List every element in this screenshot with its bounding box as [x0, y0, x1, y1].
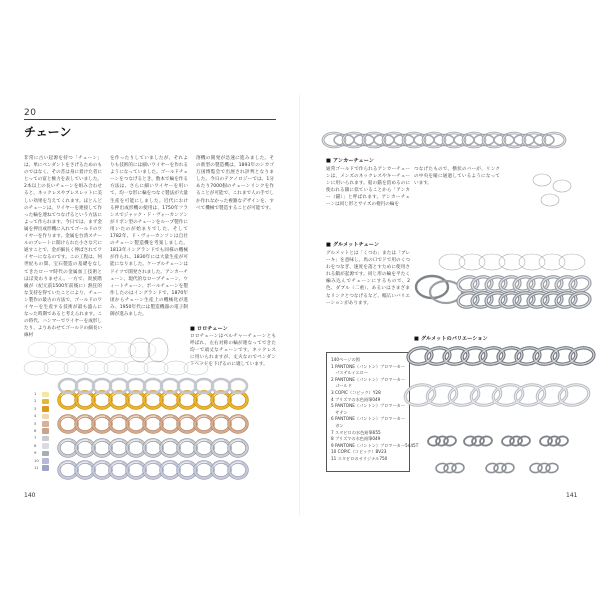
- swatch-number: 10: [34, 457, 39, 463]
- rolo-heading: ■ ロロチェーン: [190, 326, 228, 332]
- rolo-sketch-link: [184, 361, 208, 375]
- rolo-text: ロロチェーンはベルチャーチェーンとも呼ばれ、左右対称の輪が連なってできた均一で頑丈なチェーンです。ネックレスに用いられますが、丈夫なのでペンダントヘッドを下げるのに適しています。: [190, 334, 276, 368]
- gourmette-variation-illustration: [300, 0, 600, 600]
- variation-heading: ■ グルメットのバリエーション: [414, 336, 488, 342]
- heading-mark-icon: ■: [414, 336, 419, 342]
- swatch-number: 3: [34, 405, 37, 411]
- swatch-number: 7: [34, 435, 37, 441]
- swatch-row: [34, 465, 54, 472]
- legend-line: ゴールド: [331, 383, 352, 389]
- anchor-heading: ■ アンカーチェーン: [326, 158, 374, 164]
- gourmette-heading: ■ グルメットチェーン: [326, 242, 380, 248]
- page-number-left: 140: [24, 492, 36, 499]
- swatch-number: 2: [34, 398, 37, 404]
- swatch-color: [42, 436, 49, 442]
- swatch-number: 8: [34, 442, 37, 448]
- swatch-row: [34, 413, 54, 420]
- swatch-number: 6: [34, 427, 37, 433]
- rolo-colored-rows: [59, 379, 247, 478]
- swatch-row: [34, 421, 54, 428]
- swatch-color: [42, 421, 49, 427]
- swatch-color: [42, 399, 49, 405]
- swatch-row: [34, 391, 54, 398]
- swatch-color: [42, 406, 49, 412]
- rolo-sketch-link: [84, 361, 108, 375]
- legend-line: 10 COPIC（コピック）BV23: [331, 449, 387, 455]
- swatch-color: [42, 458, 49, 464]
- legend-line: 2 PANTONE（パントン）プロマーカー: [331, 376, 406, 382]
- swatch-color: [42, 392, 49, 398]
- swatch-row: [34, 450, 54, 457]
- rolo-sketch-link: [148, 338, 168, 362]
- swatch-color: [42, 443, 49, 449]
- rolo-sketch-link: [64, 361, 88, 375]
- swatch-color: [42, 428, 49, 434]
- swatch-row: [34, 443, 54, 450]
- rolo-sketch-link: [44, 361, 68, 375]
- rolo-sketch-link: [144, 361, 168, 375]
- rolo-sketch-link: [164, 361, 188, 375]
- legend-line: 11 スタビロのオリジナル750: [331, 455, 388, 461]
- legend-line: 140ページの図: [331, 357, 360, 362]
- gourmette-text: グルメットとは「くつわ」または「ブレーキ」を意味し、馬の口でドで用のくつわをつなぎ、速度を落とすために使用される鎖が起源です。同じ形の輪を平たく編み込んでチェーンにするもので、2色、ダブル（二重）、あるいはさまざまなリンクとつなげるなど、幅広いバリエーションがあります。: [326, 251, 410, 306]
- anchor-side-text: つなげたもので、横状のバーが、リンクの中央を縦に通過しているようになっています。: [414, 167, 500, 187]
- legend-line: パステルイエロー: [331, 370, 369, 376]
- swatch-color: [42, 451, 49, 457]
- legend-line: 3 COPIC（コピック）Y28: [331, 389, 381, 395]
- right-page: [300, 0, 600, 600]
- swatch-row: [34, 435, 54, 442]
- heading-mark-icon: ■: [326, 158, 331, 164]
- rolo-sketch-link: [130, 338, 150, 362]
- heading-mark-icon: ■: [326, 242, 331, 248]
- swatch-number: 1: [34, 391, 37, 396]
- swatch-color: [42, 414, 49, 420]
- color-swatch-column: [34, 391, 54, 472]
- page-number-right: 141: [566, 492, 578, 499]
- swatch-number: 9: [34, 450, 37, 456]
- legend-line: 7 スタビロの水色鉛筆655: [331, 429, 381, 435]
- body-text-1: 非常に古い起源を持つ「チェーン」は、単にペンダントをさげるためのものではなく、その昔は身に着けた者にとっての富と権力を表していました。2本以上の長いチェーンを組み合わせると、ネックレスやブレスレットに美しい効果を与えてくれます。ほとんどのチェーンは、ワイヤーを連接して作った輪を連ねてつなげるという方法によって作られます。今日では、まず金属を押出成形機に入れてゴールドのワイヤーを作ります。金属を台湾スチールのプレートに開けられた小さな穴に通すことで、金が細長く伸ばされてワイヤーになるのです。この工程は、何世紀もの間、宝石製造の基礎をなしてきたローマ時代の金属加工技術とほぼ変わりません。一方で、貴族階級が（紀元前1500年前後に）熱狂的な支持を得ていたことにより、チェーン製作の最古の方法で、ゴールドのワイヤーを生産する技術が最も盛んになった時期であると考えられます。この時代、ハンマーでワイヤーを成形したり、よりあわせてゴールドの細長い線材: [24, 156, 103, 339]
- body-text-2: を作ったりしていましたが、それよりも技術的には細いワイヤーを作れるようになっていました。ゴールドチェーンをつなげるとき、数本で輪を作る方法は、さらに細いワイヤーを用いて、均一な形に輪をつなぐ製法が大量生産を可能にしました。近代における押出成形機の使用は、1750年フランスでジャック・ド・ヴォーカンソンがリボン型のチェーンをループ製作に用いたのが始まりでした。そして1782年、ド・ヴォーカンソンは自社のチェーン製造機を考案しました。1813年イングランドでも同様の機械が作られ、1830年には大量生産が可能になりました。ケーブルチェーンはドイツで開発されました。アンカーチェーン、現代的なロープチェーン、ウィートチェーン、ボールチェーンを製作したのはイングランドで、1870年頃からチェーン生産上の機械化が進み、1950年代には製造機器の電子制御が進みました。: [110, 156, 189, 318]
- legend-line: ガン: [331, 422, 344, 428]
- swatch-row: [34, 398, 54, 405]
- swatch-row: [34, 458, 54, 465]
- swatch-row: [34, 428, 54, 435]
- swatch-color: [42, 465, 49, 471]
- legend-line: 4 プリズマの水色鉛筆049: [331, 396, 381, 402]
- legend-line: 1 PANTONE（パントン）プロマーカー: [331, 363, 406, 369]
- section-number: 20: [24, 108, 37, 118]
- rolo-sketch-link: [24, 361, 48, 375]
- legend-line: 9 PANTONE（パントン）プロマーカー5445T: [331, 442, 419, 448]
- rolo-sketch-link: [124, 361, 148, 375]
- swatch-row: [34, 406, 54, 413]
- anchor-text: 通常ゴールドで作られるアンカーチェーンは、メンズのネックレスやキーチェーンに用いられます。船の錨を留めるのに使われる鎖に似ていることから「アンカー（錨）」と呼ばれます。アンカーチェーンは同じ形とサイズの楕円の輪を: [326, 167, 410, 208]
- body-text-3: 溶機の開発が急速に進みました。その新型の製造機は、1893年のシカゴ万国博覧会で出展され評判となりました。今日のテクノロジーでは、1分あたり7000個のチェーンリンクを作ることが可能で、これまで人の手でしか作れなかった複雑なデザインを、すべて機械で製造することが可能です。: [196, 156, 275, 211]
- legend-line: 5 PANTONE（パントン）プロマーカー: [331, 403, 406, 409]
- rolo-sketch-link: [128, 342, 156, 358]
- swatch-number: 11: [34, 464, 39, 470]
- section-title: チェーン: [24, 125, 72, 139]
- legend-line: 6 PANTONE（パントン）プロマーカー: [331, 416, 406, 422]
- rolo-sketch-rows: [24, 338, 208, 375]
- legend-line: 8 プリズマの水色鉛筆049: [331, 436, 381, 442]
- swatch-number: 4: [34, 413, 37, 419]
- swatch-number: 5: [34, 420, 37, 426]
- legend-line: サテン: [331, 409, 348, 415]
- heading-mark-icon: ■: [190, 326, 195, 332]
- rolo-sketch-link: [104, 361, 128, 375]
